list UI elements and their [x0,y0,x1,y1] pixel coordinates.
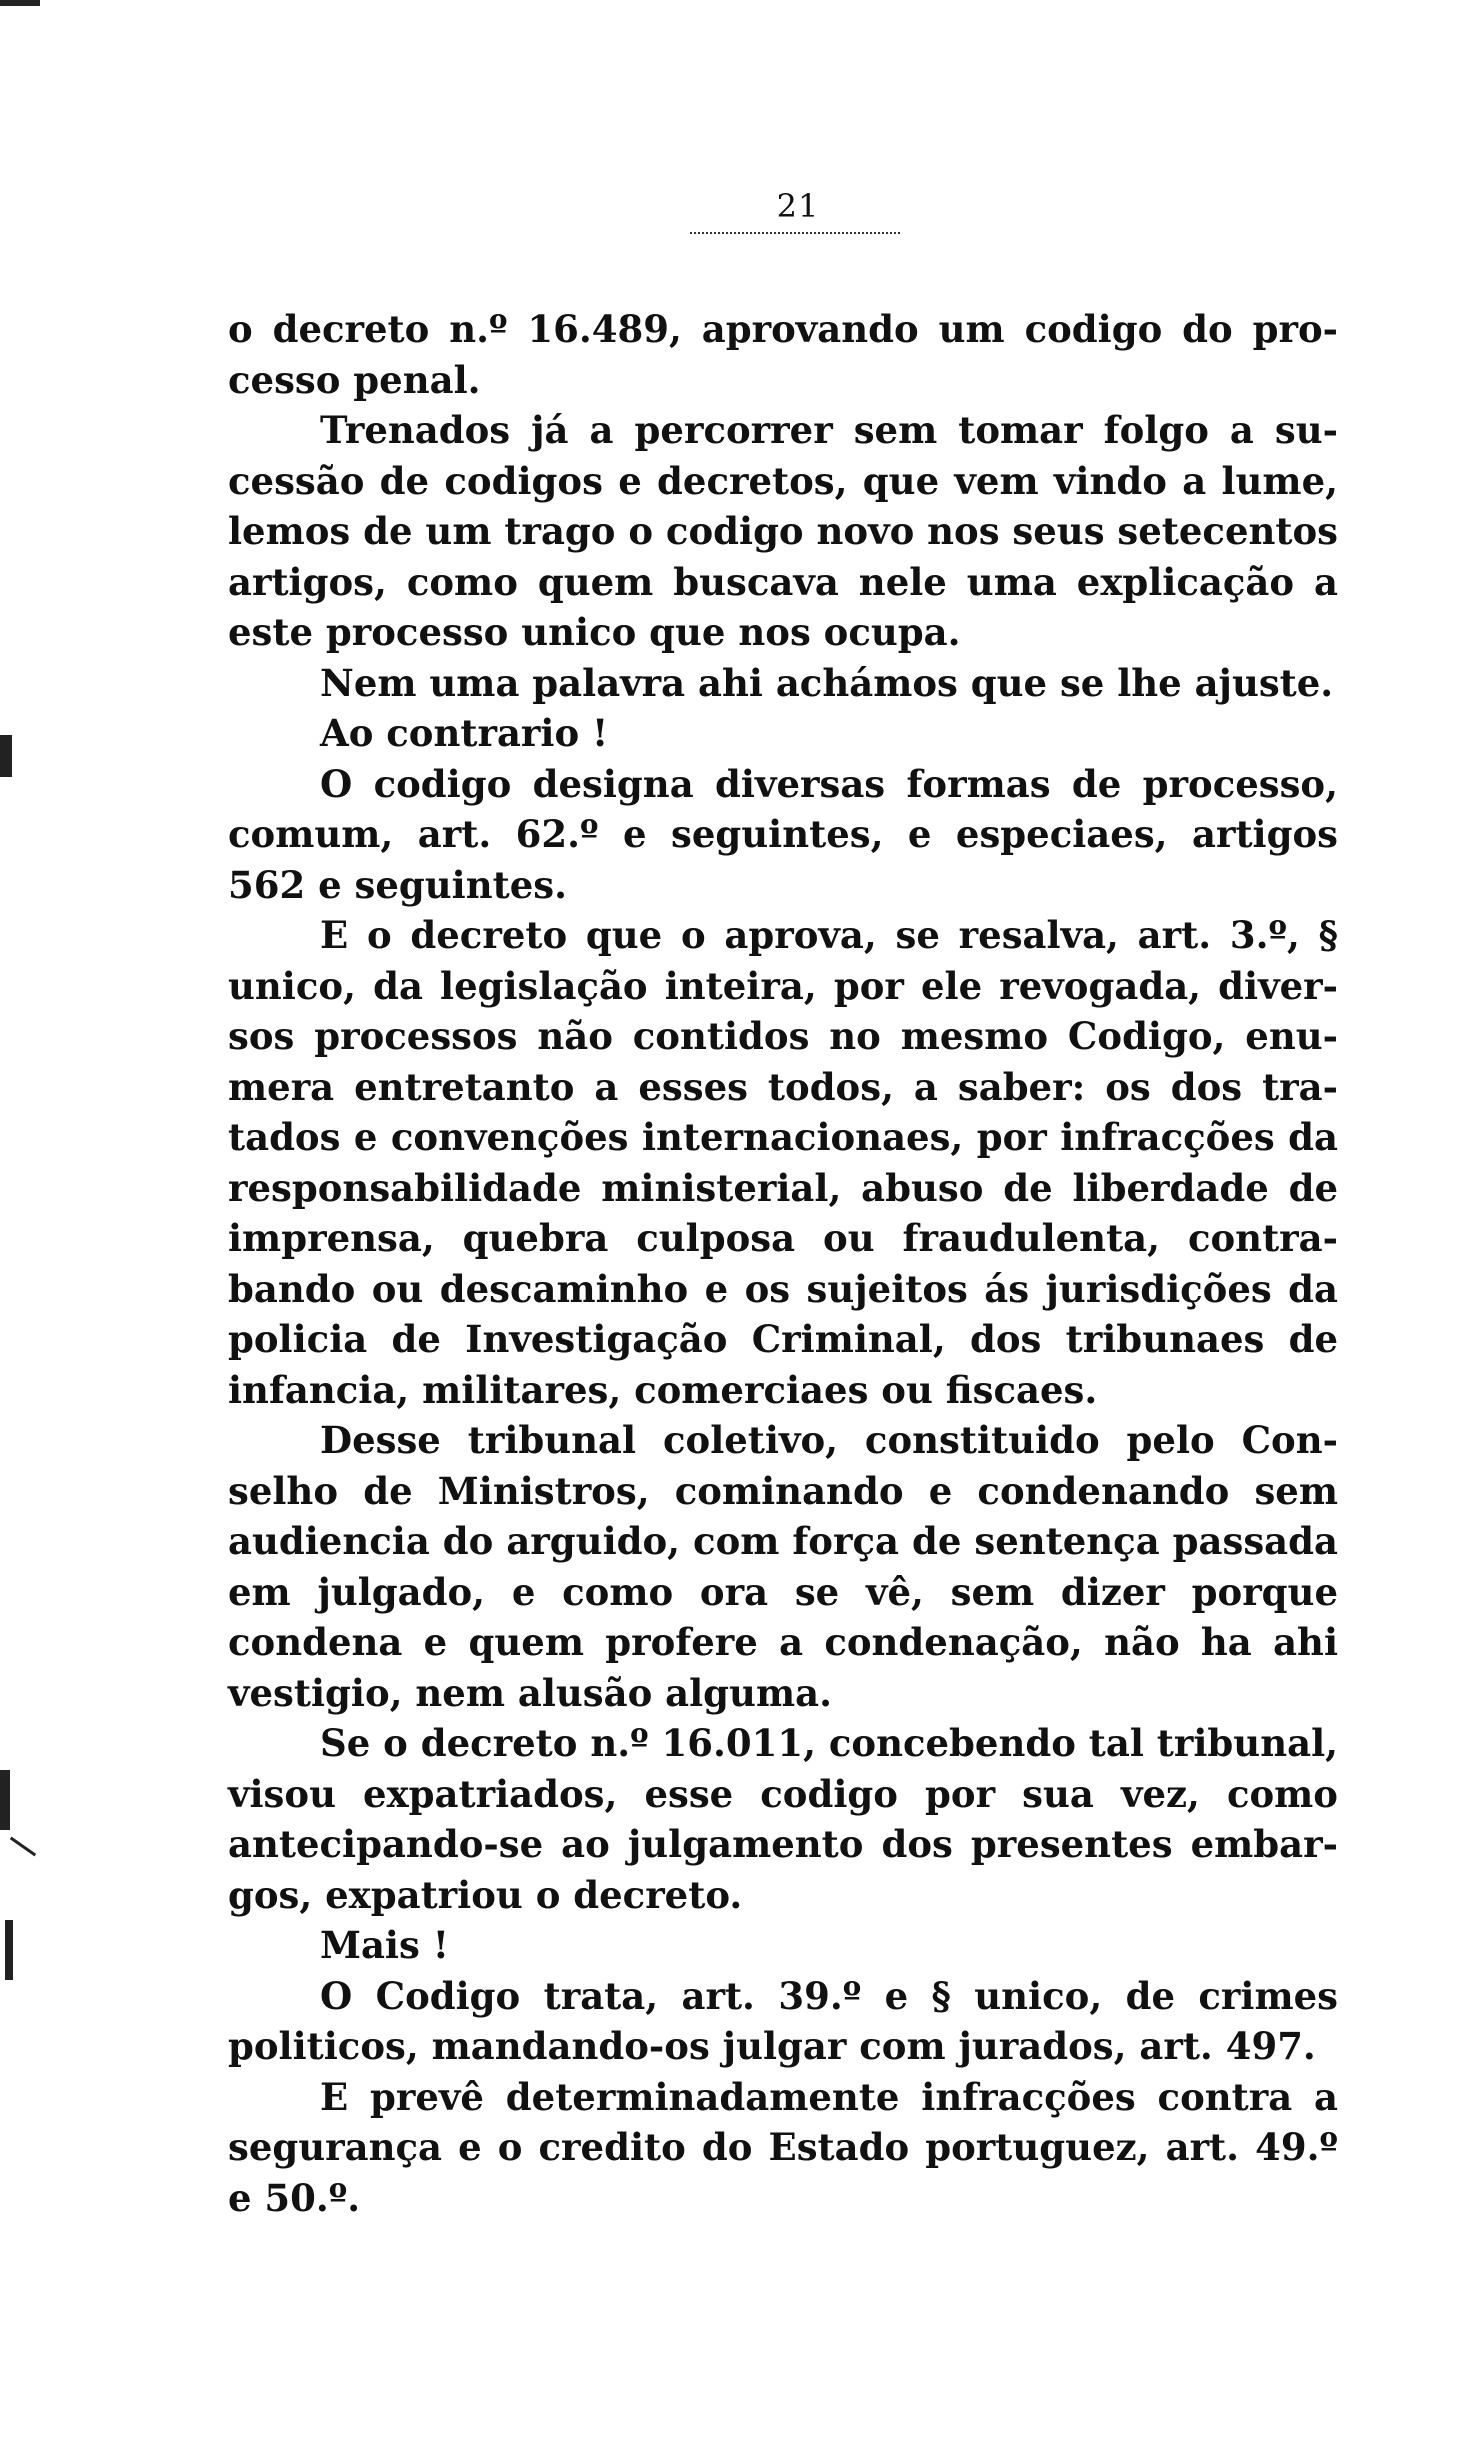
scan-mark [0,735,12,777]
scan-mark [0,1770,10,1830]
paragraph: E o decreto que o aprova, se resalva, art. 3.º, § unico, da legislação inteira, por ele revogada, diversos processos não contidos no mesmo Codigo, enumera entretanto a esses todos, a saber: os dos tratados e convenções internacionaes, por infracções da responsabilidade ministerial, abuso de liberdade de imprensa, quebra culposa ou fraudulenta, contrabando ou descaminho e os sujeitos ás jurisdições da policia de Investigação Criminal, dos tribunaes de infancia, militares, comerciaes ou fiscaes. [228,913,1338,1412]
page-number: 21 [776,187,820,225]
paragraph: Se o decreto n.º 16.011, concebendo tal tribunal, visou expatriados, esse codigo por sua vez, como antecipando-se ao julgamento dos presentes embargos, expatriou o decreto. [228,1721,1339,1917]
paragraph: O Codigo trata, art. 39.º e § unico, de crimes politicos, mandando-os julgar com jurados, art. 497. [228,1973,1338,2068]
paragraph: E prevê determinadamente infracções contra a segurança e o credito do Estado portuguez, art. 49.º e 50.º. [228,2074,1338,2220]
paragraph: Trenados já a percorrer sem tomar folgo a sucessão de codigos e decretos, que vem vindo a lume, lemos de um trago o codigo novo nos seus setecentos artigos, como quem buscava nele uma explicação a este processo unico que nos ocupa. [228,408,1338,654]
page-number-rule [690,232,900,234]
scan-mark [5,1920,13,1980]
paragraph: Mais ! [320,1923,449,1967]
paragraph: O codigo designa diversas formas de processo, comum, art. 62.º e seguintes, e especiaes, artigos 562 e seguintes. [228,761,1338,907]
paragraph: Desse tribunal coletivo, constituido pelo Conselho de Ministros, cominando e condenando sem audiencia do arguido, com força de sentença passada em julgado, e como ora se vê, sem dizer porque condena e quem profere a condenação, não ha ahi vestigio, nem alusão alguma. [228,1418,1338,1715]
scan-mark [10,1837,36,1857]
paragraph: Ao contrario ! [320,711,609,755]
body-text [228,304,1338,2223]
paragraph: o decreto n.º 16.489, aprovando um codigo do processo penal. [228,307,1338,402]
scan-mark [0,0,40,6]
paragraph: Nem uma palavra ahi achámos que se lhe ajuste. [320,660,1334,705]
